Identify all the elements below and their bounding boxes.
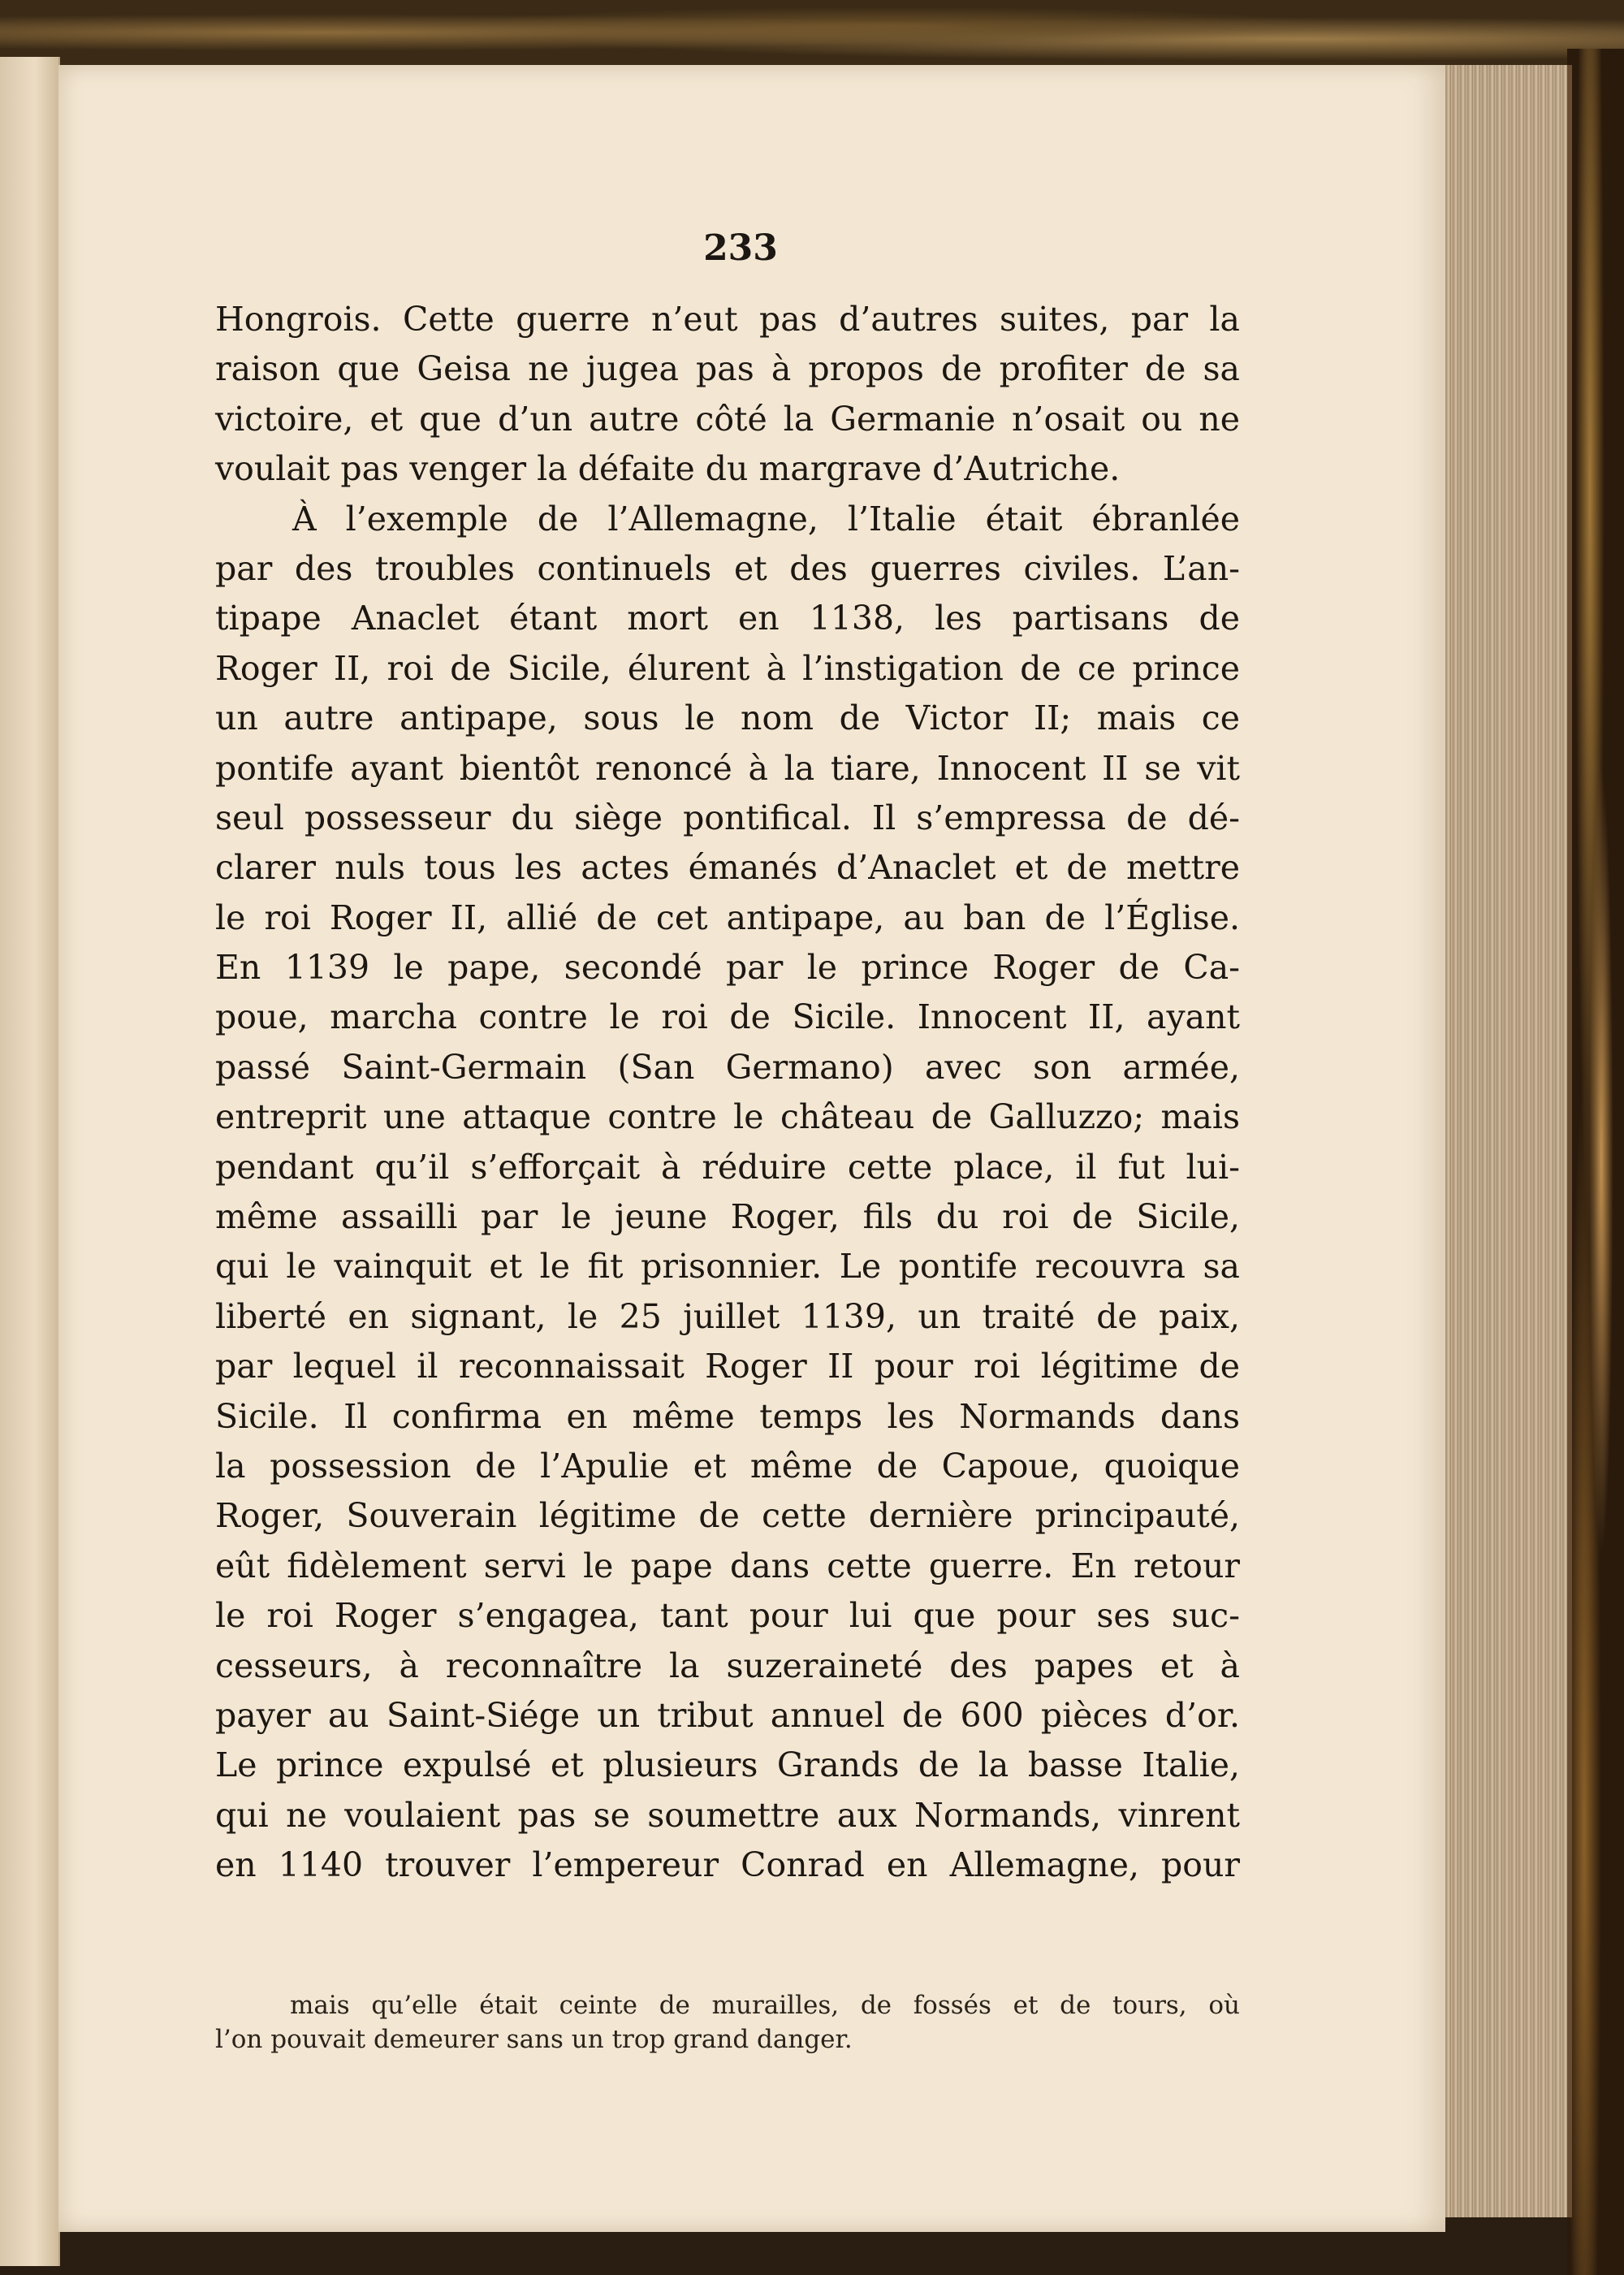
text-line: Sicile. Il confirma en même temps les Normands dans: [215, 1396, 1240, 1436]
text-line: voulait pas venger la défaite du margrave d’Autriche.: [215, 449, 1121, 489]
text-line: qui le vainquit et le fit prisonnier. Le pontife recouvra sa: [215, 1247, 1240, 1287]
text-line: poue, marcha contre le roi de Sicile. Innocent II, ayant: [215, 997, 1240, 1037]
text-line: victoire, et que d’un autre côté la Germanie n’osait ou ne: [215, 399, 1240, 439]
book-page: [58, 65, 1445, 2232]
text-line: la possession de l’Apulie et même de Capoue, quoique: [215, 1446, 1240, 1486]
text-line: qui ne voulaient pas se soumettre aux Normands, vinrent: [215, 1795, 1240, 1835]
text-line: eût fidèlement servi le pape dans cette guerre. En retour: [215, 1546, 1240, 1585]
text-line: Roger, Souverain légitime de cette dernière principauté,: [215, 1496, 1240, 1536]
text-line: pontife ayant bientôt renoncé à la tiare, Innocent II se vit: [215, 748, 1240, 788]
footnote-line: l’on pouvait demeurer sans un trop grand danger.: [215, 2025, 853, 2054]
text-line: payer au Saint-Siége un tribut annuel de 600 pièces d’or.: [215, 1695, 1240, 1735]
text-line: En 1139 le pape, secondé par le prince Roger de Ca-: [215, 948, 1240, 988]
text-line: pendant qu’il s’efforçait à réduire cette place, il fut lui-: [215, 1147, 1240, 1187]
text-line: seul possesseur du siège pontifical. Il s’empressa de dé-: [215, 798, 1240, 837]
text-line: Hongrois. Cette guerre n’eut pas d’autres suites, par la: [215, 300, 1240, 339]
footnote: [215, 1988, 1240, 2057]
text-line: raison que Geisa ne jugea pas à propos de profiter de sa: [215, 349, 1240, 389]
page-block-edges: [1429, 65, 1572, 2217]
text-line: même assailli par le jeune Roger, fils du roi de Sicile,: [215, 1197, 1240, 1237]
text-line: passé Saint-Germain (San Germano) avec son armée,: [215, 1047, 1240, 1087]
text-line: par lequel il reconnaissait Roger II pour roi légitime de: [215, 1347, 1240, 1386]
paragraph-first-line: À l’exemple de l’Allemagne, l’Italie était ébranlée: [292, 499, 1240, 538]
footnote-line: mais qu’elle était ceinte de murailles, de fossés et de tours, où: [290, 1991, 1240, 2020]
text-line: par des troubles continuels et des guerres civiles. L’an-: [215, 548, 1240, 588]
text-line: Le prince expulsé et plusieurs Grands de la basse Italie,: [215, 1745, 1240, 1785]
text-line: cesseurs, à reconnaître la suzeraineté des papes et à: [215, 1646, 1240, 1685]
text-line: en 1140 trouver l’empereur Conrad en Allemagne, pour: [215, 1845, 1240, 1885]
text-line: Roger II, roi de Sicile, élurent à l’instigation de ce prince: [215, 648, 1240, 688]
book-cover-marble-right: [1567, 49, 1624, 2275]
text-line: le roi Roger II, allié de cet antipape, au ban de l’Église.: [215, 897, 1240, 937]
text-line: liberté en signant, le 25 juillet 1139, un traité de paix,: [215, 1296, 1240, 1336]
text-line: clarer nuls tous les actes émanés d’Anaclet et de mettre: [215, 848, 1240, 888]
text-line: le roi Roger s’engagea, tant pour lui que pour ses suc-: [215, 1596, 1240, 1636]
book-cover-marble-top: [0, 0, 1624, 65]
text-line: un autre antipape, sous le nom de Victor II; mais ce: [215, 699, 1240, 738]
text-line: entreprit une attaque contre le château de Galluzzo; mais: [215, 1097, 1240, 1137]
facing-page-edge: [0, 57, 60, 2266]
text-line: tipape Anaclet étant mort en 1138, les partisans de: [215, 599, 1240, 638]
page-number: 233: [703, 227, 778, 269]
body-text: [215, 295, 1240, 1891]
